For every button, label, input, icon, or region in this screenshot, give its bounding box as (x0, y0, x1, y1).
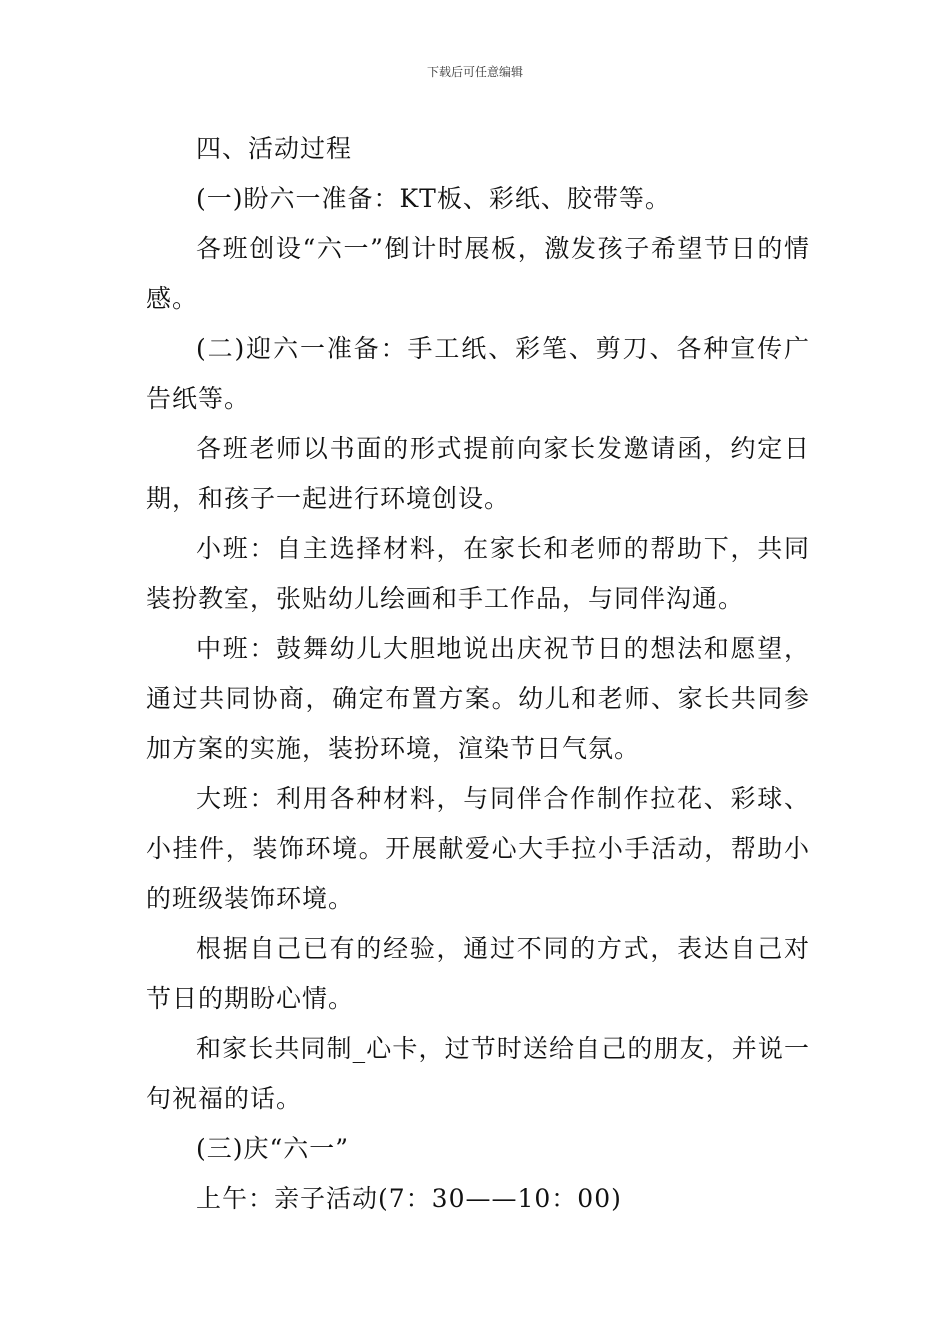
page-header: 下载后可任意编辑 (426, 65, 523, 79)
paragraph-prep-welcome: (二)迎六一准备：手工纸、彩笔、剪刀、各种宣传广告纸等。 (146, 334, 810, 413)
document-body (146, 124, 810, 1224)
paragraph-expression: 根据自己已有的经验，通过不同的方式，表达自己对节日的期盼心情。 (146, 934, 810, 1013)
paragraph-middle-class: 中班：鼓舞幼儿大胆地说出庆祝节日的想法和愿望，通过共同协商，确定布置方案。幼儿和老师、家长共同参加方案的实施，装扮环境，渲染节日气氛。 (146, 634, 810, 763)
paragraph-invitation: 各班老师以书面的形式提前向家长发邀请函，约定日期，和孩子一起进行环境创设。 (146, 434, 810, 513)
section-heading-celebrate: (三)庆“六一” (196, 1134, 350, 1163)
paragraph-countdown-board: 各班创设“六一”倒计时展板，激发孩子希望节日的情感。 (146, 234, 810, 313)
section-heading-activity-process: 四、活动过程 (196, 134, 353, 163)
paragraph-small-class: 小班：自主选择材料，在家长和老师的帮助下，共同装扮教室，张贴幼儿绘画和手工作品，与同伴沟通。 (146, 534, 810, 613)
paragraph-card-making: 和家长共同制_心卡，过节时送给自己的朋友，并说一句祝福的话。 (146, 1034, 810, 1113)
paragraph-morning-schedule: 上午：亲子活动(7：30——10：00) (196, 1184, 622, 1213)
paragraph-big-class: 大班：利用各种材料，与同伴合作制作拉花、彩球、小挂件，装饰环境。开展献爱心大手拉小手活动，帮助小的班级装饰环境。 (146, 784, 810, 913)
paragraph-prep-countdown: (一)盼六一准备：KT板、彩纸、胶带等。 (196, 184, 671, 213)
